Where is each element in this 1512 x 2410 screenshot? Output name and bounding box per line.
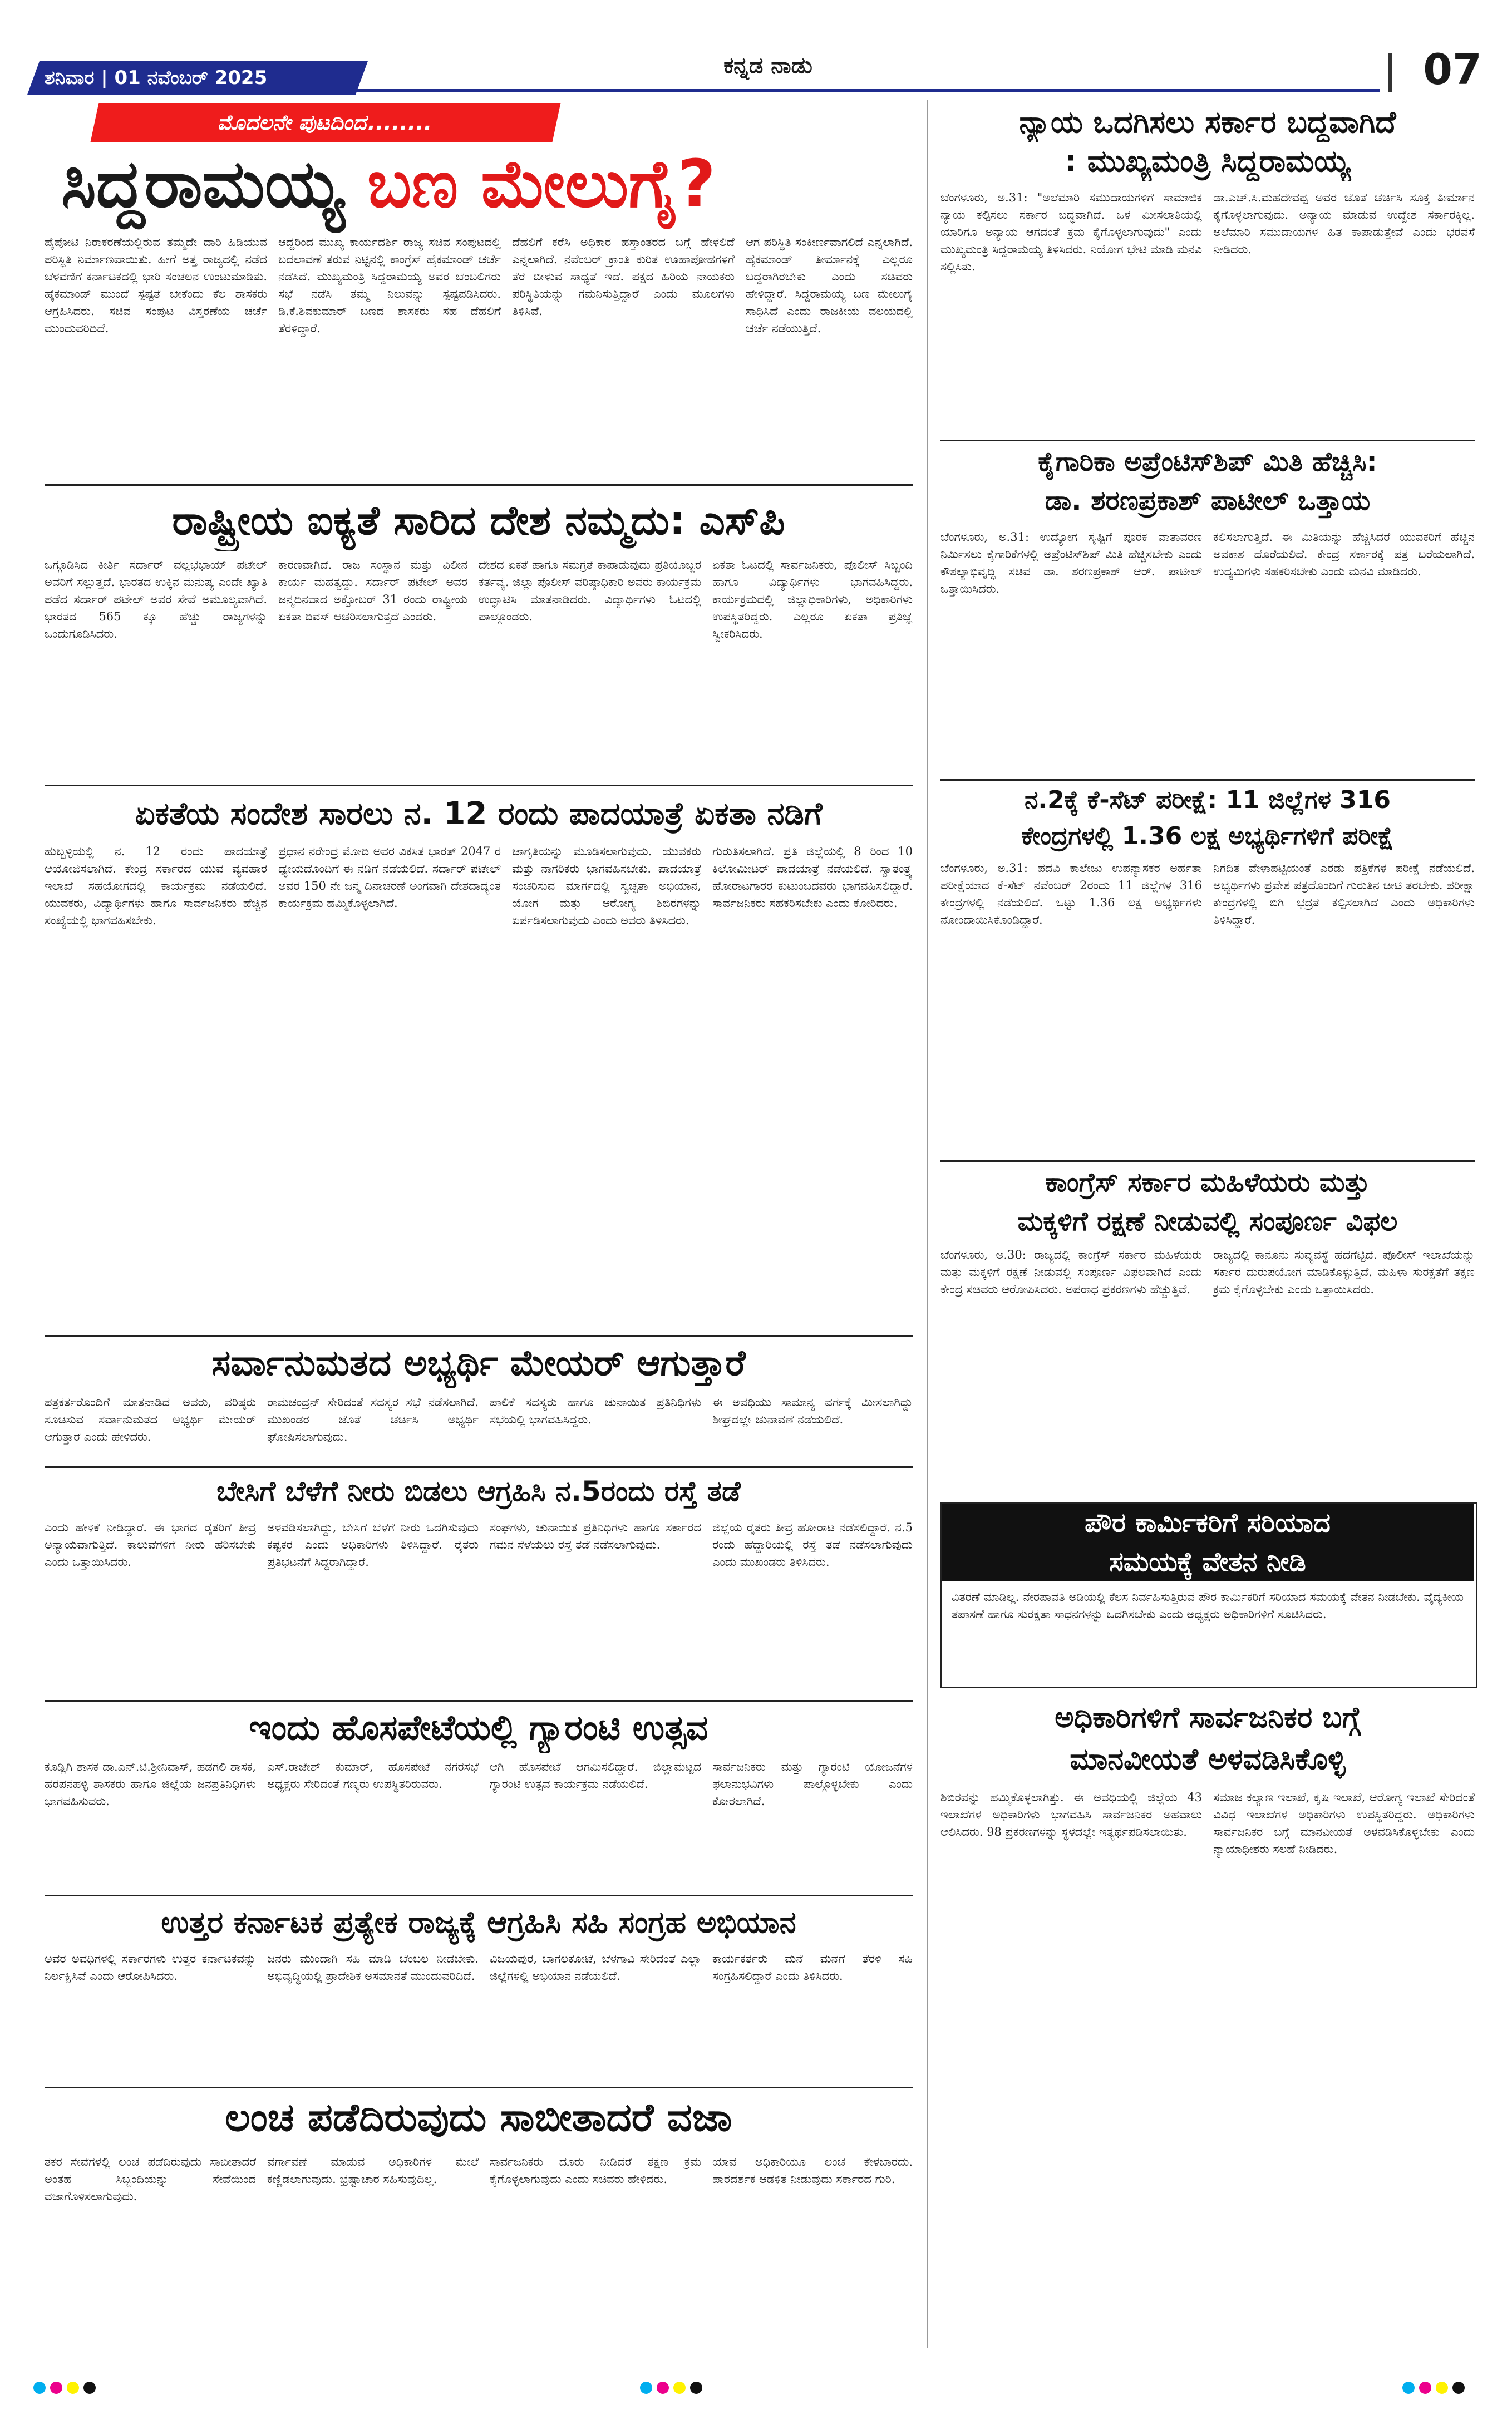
congress-headline-line1: ಕಾಂಗ್ರೆಸ್ ಸರ್ಕಾರ ಮಹಿಳೆಯರು ಮತ್ತು	[1045, 1167, 1370, 1198]
march-column-4: ಗುರುತಿಸಲಾಗಿದೆ. ಪ್ರತಿ ಜಿಲ್ಲೆಯಲ್ಲಿ 8 ರಿಂದ 10 ಕಿಲೋಮೀಟರ್ ಪಾದಯಾತ್ರೆ ನಡೆಯಲಿದೆ. ಸ್ವಾತಂತ್ರ್ಯ ಹೋರಾಟಗಾರರ ಕುಟುಂಬದವರು ಭಾಗವಹಿಸಲಿದ್ದಾರೆ. ಸಾರ್ವಜನಿಕರು ಸಹಕರಿಸಬೇಕು ಎಂದು ಕೋರಿದರು.	[712, 845, 913, 910]
bribe-column-2: ವರ್ಗಾವಣೆ ಮಾಡುವ ಅಧಿಕಾರಿಗಳ ಮೇಲೆ ಕಣ್ಣಿಡಲಾಗುವುದು. ಭ್ರಷ್ಟಾಚಾರ ಸಹಿಸುವುದಿಲ್ಲ.	[267, 2155, 479, 2186]
justice-column-1: ಬೆಂಗಳೂರು, ಅ.31: "ಅಲೆಮಾರಿ ಸಮುದಾಯಗಳಿಗೆ ಸಾಮಾಜಿಕ ನ್ಯಾಯ ಕಲ್ಪಿಸಲು ಸರ್ಕಾರ ಬದ್ಧವಾಗಿದೆ. ಒಳ ಮೀಸಲಾತಿಯಲ್ಲಿ ಯಾರಿಗೂ ಅನ್ಯಾಯ ಆಗದಂತೆ ಕ್ರಮ ಕೈಗೊಳ್ಳಲಾಗುವುದು" ಎಂದು ಮುಖ್ಯಮಂತ್ರಿ ಸಿದ್ದರಾಮಯ್ಯ ತಿಳಿಸಿದರು. ನಿಯೋಗ ಭೇಟಿ ಮಾಡಿ ಮನವಿ ಸಲ್ಲಿಸಿತು.	[940, 191, 1202, 273]
registration-marks-center	[640, 2382, 807, 2398]
registration-marks-right	[1402, 2382, 1503, 2398]
bribe-column-3: ಸಾರ್ವಜನಿಕರು ದೂರು ನೀಡಿದರೆ ತಕ್ಷಣ ಕ್ರಮ ಕೈಗೊಳ್ಳಲಾಗುವುದು ಎಂದು ಸಚಿವರು ಹೇಳಿದರು.	[490, 2155, 701, 2186]
registration-marks-left	[33, 2382, 200, 2398]
bribe-headline: ಲಂಚ ಪಡೆದಿರುವುದು ಸಾಬೀತಾದರೆ ವಜಾ	[225, 2094, 732, 2140]
water-column-1: ಎಂದು ಹೇಳಿಕೆ ನೀಡಿದ್ದಾರೆ. ಈ ಭಾಗದ ರೈತರಿಗೆ ತೀವ್ರ ಅನ್ಯಾಯವಾಗುತ್ತಿದೆ. ಕಾಲುವೆಗಳಿಗೆ ನೀರು ಹರಿಸಬೇಕು ಎಂದು ಒತ್ತಾಯಿಸಿದರು.	[45, 1521, 256, 1569]
unity-column-3: ದೇಶದ ಏಕತೆ ಹಾಗೂ ಸಮಗ್ರತೆ ಕಾಪಾಡುವುದು ಪ್ರತಿಯೊಬ್ಬರ ಕರ್ತವ್ಯ. ಜಿಲ್ಲಾ ಪೊಲೀಸ್ ವರಿಷ್ಠಾಧಿಕಾರಿ ಅವರು ಕಾರ್ಯಕ್ರಮ ಉದ್ಘಾಟಿಸಿ ಮಾತನಾಡಿದರು. ವಿದ್ಯಾರ್ಥಿಗಳು ಓಟದಲ್ಲಿ ಪಾಲ್ಗೊಂಡರು.	[479, 558, 701, 623]
section-rule	[45, 2087, 913, 2088]
congress-headline-line2: ಮಕ್ಕಳಿಗೆ ರಕ್ಷಣೆ ನೀಡುವಲ್ಲಿ ಸಂಪೂರ್ಣ ವಿಫಲ	[1017, 1206, 1398, 1237]
lead-column-3: ದೆಹಲಿಗೆ ಕರೆಸಿ ಅಧಿಕಾರ ಹಸ್ತಾಂತರದ ಬಗ್ಗೆ ಹೇಳಲಿದೆ ಎನ್ನಲಾಗಿದೆ. ನವೆಂಬರ್ ಕ್ರಾಂತಿ ಕುರಿತ ಊಹಾಪೋಹಗಳಿಗೆ ತೆರೆ ಬೀಳುವ ಸಾಧ್ಯತೆ ಇದೆ. ಪಕ್ಷದ ಹಿರಿಯ ನಾಯಕರು ಪರಿಸ್ಥಿತಿಯನ್ನು ಗಮನಿಸುತ್ತಿದ್ದಾರೆ ಎಂದು ಮೂಲಗಳು ತಿಳಿಸಿವೆ.	[512, 235, 735, 318]
apprentice-column-1: ಬೆಂಗಳೂರು, ಅ.31: ಉದ್ಯೋಗ ಸೃಷ್ಟಿಗೆ ಪೂರಕ ವಾತಾವರಣ ನಿರ್ಮಿಸಲು ಕೈಗಾರಿಕೆಗಳಲ್ಲಿ ಅಪ್ರೆಂಟಿಸ್‌ಶಿಪ್ ಮಿತಿ ಹೆಚ್ಚಿಸಬೇಕು ಎಂದು ಕೌಶಲ್ಯಾಭಿವೃದ್ಧಿ ಸಚಿವ ಡಾ. ಶರಣಪ್ರಕಾಶ್ ಆರ್. ಪಾಟೀಲ್ ಒತ್ತಾಯಿಸಿದರು.	[940, 530, 1202, 595]
north-column-2: ಜನರು ಮುಂದಾಗಿ ಸಹಿ ಮಾಡಿ ಬೆಂಬಲ ನೀಡಬೇಕು. ಅಭಿವೃದ್ಧಿಯಲ್ಲಿ ಪ್ರಾದೇಶಿಕ ಅಸಮಾನತೆ ಮುಂದುವರಿದಿದೆ.	[267, 1952, 479, 1983]
guarantee-column-3: ಆಗಿ ಹೊಸಪೇಟೆ ಆಗಮಿಸಲಿದ್ದಾರೆ. ಜಿಲ್ಲಾಮಟ್ಟದ ಗ್ಯಾರಂಟಿ ಉತ್ಸವ ಕಾರ್ಯಕ್ರಮ ನಡೆಯಲಿದೆ.	[490, 1760, 701, 1791]
section-rule	[45, 1895, 913, 1896]
lead-headline	[61, 142, 907, 225]
guarantee-column-2: ಎಸ್.ರಾಜೇಶ್ ಕುಮಾರ್, ಹೊಸಪೇಟೆ ನಗರಸಭೆ ಅಧ್ಯಕ್ಷರು ಸೇರಿದಂತೆ ಗಣ್ಯರು ಉಪಸ್ಥಿತರಿರುವರು.	[267, 1760, 479, 1791]
section-rule	[940, 440, 1475, 441]
north-column-4: ಕಾರ್ಯಕರ್ತರು ಮನೆ ಮನೆಗೆ ತೆರಳಿ ಸಹಿ ಸಂಗ್ರಹಿಸಲಿದ್ದಾರೆ ಎಂದು ತಿಳಿಸಿದರು.	[712, 1952, 913, 1983]
justice-headline-line1: ನ್ಯಾಯ ಒದಗಿಸಲು ಸರ್ಕಾರ ಬದ್ಧವಾಗಿದೆ	[1019, 105, 1396, 140]
section-rule	[45, 1335, 913, 1337]
apprentice-column-2: ಕಲಿಸಲಾಗುತ್ತಿದೆ. ಈ ಮಿತಿಯನ್ನು ಹೆಚ್ಚಿಸಿದರೆ ಯುವಕರಿಗೆ ಹೆಚ್ಚಿನ ಅವಕಾಶ ದೊರೆಯಲಿದೆ. ಕೇಂದ್ರ ಸರ್ಕಾರಕ್ಕೆ ಪತ್ರ ಬರೆಯಲಾಗಿದೆ. ಉದ್ಯಮಿಗಳು ಸಹಕರಿಸಬೇಕು ಎಂದು ಮನವಿ ಮಾಡಿದರು.	[1213, 530, 1475, 578]
kset-headline-line1: ನ.2ಕ್ಕೆ ಕೆ-ಸೆಟ್ ಪರೀಕ್ಷೆ: 11 ಜಿಲ್ಲೆಗಳ 316	[1024, 786, 1391, 814]
humane-column-1: ಶಿಬಿರವನ್ನು ಹಮ್ಮಿಕೊಳ್ಳಲಾಗಿತ್ತು. ಈ ಅವಧಿಯಲ್ಲಿ ಜಿಲ್ಲೆಯ 43 ಇಲಾಖೆಗಳ ಅಧಿಕಾರಿಗಳು ಭಾಗವಹಿಸಿ ಸಾರ್ವಜನಿಕರ ಅಹವಾಲು ಆಲಿಸಿದರು. 98 ಪ್ರಕರಣಗಳನ್ನು ಸ್ಥಳದಲ್ಲೇ ಇತ್ಯರ್ಥಪಡಿಸಲಾಯಿತು.	[940, 1791, 1202, 1839]
north-headline: ಉತ್ತರ ಕರ್ನಾಟಕ ಪ್ರತ್ಯೇಕ ರಾಜ್ಯಕ್ಕೆ ಆಗ್ರಹಿಸಿ ಸಹಿ ಸಂಗ್ರಹ ಅಭಿಯಾನ	[161, 1905, 796, 1940]
lead-column-4: ಆಗ ಪರಿಸ್ಥಿತಿ ಸಂಕೀರ್ಣವಾಗಲಿದೆ ಎನ್ನಲಾಗಿದೆ. ಹೈಕಮಾಂಡ್ ತೀರ್ಮಾನಕ್ಕೆ ಎಲ್ಲರೂ ಬದ್ಧರಾಗಿರಬೇಕು ಎಂದು ಸಚಿವರು ಹೇಳಿದ್ದಾರೆ. ಸಿದ್ದರಾಮಯ್ಯ ಬಣ ಮೇಲುಗೈ ಸಾಧಿಸಿದೆ ಎಂದು ರಾಜಕೀಯ ವಲಯದಲ್ಲಿ ಚರ್ಚೆ ನಡೆಯುತ್ತಿದೆ.	[746, 235, 913, 335]
unity-column-4: ಏಕತಾ ಓಟದಲ್ಲಿ ಸಾರ್ವಜನಿಕರು, ಪೊಲೀಸ್ ಸಿಬ್ಬಂದಿ ಹಾಗೂ ವಿದ್ಯಾರ್ಥಿಗಳು ಭಾಗವಹಿಸಿದ್ದರು. ಕಾರ್ಯಕ್ರಮದಲ್ಲಿ ಜಿಲ್ಲಾಧಿಕಾರಿಗಳು, ಅಧಿಕಾರಿಗಳು ಉಪಸ್ಥಿತರಿದ್ದರು. ಎಲ್ಲರೂ ಏಕತಾ ಪ್ರತಿಜ್ಞೆ ಸ್ವೀಕರಿಸಿದರು.	[712, 558, 913, 640]
issue-date: ಶನಿವಾರ | 01 ನವೆಂಬರ್ 2025	[45, 67, 268, 89]
section-rule	[940, 1160, 1475, 1162]
sanitation-body: ವಿತರಣೆ ಮಾಡಿಲ್ಲ. ನೇರಪಾವತಿ ಅಡಿಯಲ್ಲಿ ಕೆಲಸ ನಿರ್ವಹಿಸುತ್ತಿರುವ ಪೌರ ಕಾರ್ಮಿಕರಿಗೆ ಸರಿಯಾದ ಸಮಯಕ್ಕೆ ವೇತನ ನೀಡಬೇಕು. ವೈದ್ಯಕೀಯ ತಪಾಸಣೆ ಹಾಗೂ ಸುರಕ್ಷತಾ ಸಾಧನಗಳನ್ನು ಒದಗಿಸಬೇಕು ಎಂದು ಅಧ್ಯಕ್ಷರು ಅಧಿಕಾರಿಗಳಿಗೆ ಸೂಚಿಸಿದರು.	[952, 1590, 1464, 1621]
north-column-3: ವಿಜಯಪುರ, ಬಾಗಲಕೋಟೆ, ಬೆಳಗಾವಿ ಸೇರಿದಂತೆ ಎಲ್ಲಾ ಜಿಲ್ಲೆಗಳಲ್ಲಿ ಅಭಿಯಾನ ನಡೆಯಲಿದೆ.	[490, 1952, 701, 1983]
page-number-divider	[1388, 53, 1392, 92]
humane-headline-line1: ಅಧಿಕಾರಿಗಳಿಗೆ ಸಾರ್ವಜನಿಕರ ಬಗ್ಗೆ	[1055, 1701, 1361, 1734]
lead-column-2: ಆದ್ದರಿಂದ ಮುಖ್ಯ ಕಾರ್ಯದರ್ಶಿ ರಾಜ್ಯ ಸಚಿವ ಸಂಪುಟದಲ್ಲಿ ಬದಲಾವಣೆ ತರುವ ನಿಟ್ಟಿನಲ್ಲಿ ಕಾಂಗ್ರೆಸ್ ಹೈಕಮಾಂಡ್ ಚರ್ಚೆ ನಡೆಸಿದೆ. ಮುಖ್ಯಮಂತ್ರಿ ಸಿದ್ದರಾಮಯ್ಯ ಅವರ ಬೆಂಬಲಿಗರು ಸಭೆ ನಡೆಸಿ ತಮ್ಮ ನಿಲುವನ್ನು ಸ್ಪಷ್ಟಪಡಿಸಿದರು. ಡಿ.ಕೆ.ಶಿವಕುಮಾರ್ ಬಣದ ಶಾಸಕರು ಸಹ ದೆಹಲಿಗೆ ತೆರಳಿದ್ದಾರೆ.	[278, 235, 501, 335]
lead-headline-part2: ಬಣ ಮೇಲುಗೈ?	[367, 145, 716, 222]
humane-column-2: ಸಮಾಜ ಕಲ್ಯಾಣ ಇಲಾಖೆ, ಕೃಷಿ ಇಲಾಖೆ, ಆರೋಗ್ಯ ಇಲಾಖೆ ಸೇರಿದಂತೆ ವಿವಿಧ ಇಲಾಖೆಗಳ ಅಧಿಕಾರಿಗಳು ಉಪಸ್ಥಿತರಿದ್ದರು. ಅಧಿಕಾರಿಗಳು ಸಾರ್ವಜನಿಕರ ಬಗ್ಗೆ ಮಾನವೀಯತೆ ಅಳವಡಿಸಿಕೊಳ್ಳಬೇಕು ಎಂದು ನ್ಯಾಯಾಧೀಶರು ಸಲಹೆ ನೀಡಿದರು.	[1213, 1791, 1475, 1856]
humane-headline-line2: ಮಾನವೀಯತೆ ಅಳವಡಿಸಿಕೊಳ್ಳಿ	[1070, 1743, 1346, 1776]
mayor-column-2: ರಾಮಚಂದ್ರನ್ ಸೇರಿದಂತೆ ಸದಸ್ಯರ ಸಭೆ ನಡೆಸಲಾಗಿದೆ. ಮುಖಂಡರ ಜೊತೆ ಚರ್ಚಿಸಿ ಅಭ್ಯರ್ಥಿ ಘೋಷಿಸಲಾಗುವುದು.	[267, 1396, 479, 1443]
water-column-4: ಜಿಲ್ಲೆಯ ರೈತರು ತೀವ್ರ ಹೋರಾಟ ನಡೆಸಲಿದ್ದಾರೆ. ನ.5 ರಂದು ಹೆದ್ದಾರಿಯಲ್ಲಿ ರಸ್ತೆ ತಡೆ ನಡೆಸಲಾಗುವುದು ಎಂದು ಮುಖಂಡರು ತಿಳಿಸಿದರು.	[712, 1521, 913, 1569]
apprentice-headline-line1: ಕೈಗಾರಿಕಾ ಅಪ್ರೆಂಟಿಸ್‌ಶಿಪ್ ಮಿತಿ ಹೆಚ್ಚಿಸಿ:	[1038, 446, 1377, 477]
march-column-2: ಪ್ರಧಾನ ನರೇಂದ್ರ ಮೋದಿ ಅವರ ವಿಕಸಿತ ಭಾರತ್ 2047 ರ ಧ್ಯೇಯದೊಂದಿಗೆ ಈ ನಡಿಗೆ ನಡೆಯಲಿದೆ. ಸರ್ದಾರ್ ಪಟೇಲ್ ಅವರ 150 ನೇ ಜನ್ಮ ದಿನಾಚರಣೆ ಅಂಗವಾಗಿ ದೇಶದಾದ್ಯಂತ ಕಾರ್ಯಕ್ರಮ ಹಮ್ಮಿಕೊಳ್ಳಲಾಗಿದೆ.	[278, 845, 501, 910]
mayor-headline: ಸರ್ವಾನುಮತದ ಅಭ್ಯರ್ಥಿ ಮೇಯರ್ ಆಗುತ್ತಾರೆ	[211, 1343, 746, 1384]
guarantee-headline: ಇಂದು ಹೊಸಪೇಟೆಯಲ್ಲಿ ಗ್ಯಾರಂಟಿ ಉತ್ಸವ	[249, 1707, 708, 1748]
water-column-3: ಸಂಘಗಳು, ಚುನಾಯಿತ ಪ್ರತಿನಿಧಿಗಳು ಹಾಗೂ ಸರ್ಕಾರದ ಗಮನ ಸೆಳೆಯಲು ರಸ್ತೆ ತಡೆ ನಡೆಸಲಾಗುವುದು.	[490, 1521, 701, 1551]
mayor-column-1: ಪತ್ರಕರ್ತರೊಂದಿಗೆ ಮಾತನಾಡಿದ ಅವರು, ವರಿಷ್ಠರು ಸೂಚಿಸುವ ಸರ್ವಾನುಮತದ ಅಭ್ಯರ್ಥಿ ಮೇಯರ್ ಆಗುತ್ತಾರೆ ಎಂದು ಹೇಳಿದರು.	[45, 1396, 256, 1443]
justice-headline-line2: : ಮುಖ್ಯಮಂತ್ರಿ ಸಿದ್ದರಾಮಯ್ಯ	[1065, 144, 1351, 179]
unity-column-1: ಒಗ್ಗೂಡಿಸಿದ ಕೀರ್ತಿ ಸರ್ದಾರ್ ವಲ್ಲಭಭಾಯ್ ಪಟೇಲ್ ಅವರಿಗೆ ಸಲ್ಲುತ್ತದೆ. ಭಾರತದ ಉಕ್ಕಿನ ಮನುಷ್ಯ ಎಂದೇ ಖ್ಯಾತಿ ಪಡೆದ ಸರ್ದಾರ್ ಪಟೇಲ್ ಅವರ ಸೇವೆ ಅಮೂಲ್ಯವಾಗಿದೆ. ಭಾರತದ 565 ಕ್ಕೂ ಹೆಚ್ಚು ರಾಜ್ಯಗಳನ್ನು ಒಂದುಗೂಡಿಸಿದರು.	[45, 558, 267, 640]
section-rule	[45, 785, 913, 786]
water-column-2: ಅಳವಡಿಸಲಾಗಿದ್ದು, ಬೇಸಿಗೆ ಬೆಳೆಗೆ ನೀರು ಒದಗಿಸುವುದು ಕಷ್ಟಕರ ಎಂದು ಅಧಿಕಾರಿಗಳು ತಿಳಿಸಿದ್ದಾರೆ. ರೈತರು ಪ್ರತಿಭಟನೆಗೆ ಸಿದ್ಧರಾಗಿದ್ದಾರೆ.	[267, 1521, 479, 1569]
lead-kicker: ಮೊದಲನೇ ಪುಟದಿಂದ........	[91, 103, 561, 142]
guarantee-column-4: ಸಾರ್ವಜನಿಕರು ಮತ್ತು ಗ್ಯಾರಂಟಿ ಯೋಜನೆಗಳ ಫಲಾನುಭವಿಗಳು ಪಾಲ್ಗೊಳ್ಳಬೇಕು ಎಂದು ಕೋರಲಾಗಿದೆ.	[712, 1760, 913, 1808]
lead-headline-part1: ಸಿದ್ದರಾಮಯ್ಯ	[61, 145, 344, 222]
page-number: 07	[1423, 45, 1482, 94]
unity-column-2: ಕಾರಣವಾಗಿದೆ. ರಾಜ ಸಂಸ್ಥಾನ ಮತ್ತು ವಿಲೀನ ಕಾರ್ಯ ಮಹತ್ವದ್ದು. ಸರ್ದಾರ್ ಪಟೇಲ್ ಅವರ ಜನ್ಮದಿನವಾದ ಅಕ್ಟೋಬರ್ 31 ರಂದು ರಾಷ್ಟ್ರೀಯ ಏಕತಾ ದಿವಸ್ ಆಚರಿಸಲಾಗುತ್ತದೆ ಎಂದರು.	[278, 558, 467, 623]
bribe-column-4: ಯಾವ ಅಧಿಕಾರಿಯೂ ಲಂಚ ಕೇಳಬಾರದು. ಪಾರದರ್ಶಕ ಆಡಳಿತ ನೀಡುವುದು ಸರ್ಕಾರದ ಗುರಿ.	[712, 2155, 913, 2186]
march-column-3: ಜಾಗೃತಿಯನ್ನು ಮೂಡಿಸಲಾಗುವುದು. ಯುವಕರು ಮತ್ತು ನಾಗರಿಕರು ಭಾಗವಹಿಸಬೇಕು. ಪಾದಯಾತ್ರೆ ಸಂಚರಿಸುವ ಮಾರ್ಗದಲ್ಲಿ ಸ್ವಚ್ಛತಾ ಅಭಿಯಾನ, ಯೋಗ ಮತ್ತು ಆರೋಗ್ಯ ಶಿಬಿರಗಳನ್ನು ಏರ್ಪಡಿಸಲಾಗುವುದು ಎಂದು ಅವರು ತಿಳಿಸಿದರು.	[512, 845, 701, 927]
kset-headline-line2: ಕೇಂದ್ರಗಳಲ್ಲಿ 1.36 ಲಕ್ಷ ಅಭ್ಯರ್ಥಿಗಳಿಗೆ ಪರೀಕ್ಷೆ	[1021, 822, 1394, 850]
unity-headline: ರಾಷ್ಟ್ರೀಯ ಐಕ್ಯತೆ ಸಾರಿದ ದೇಶ ನಮ್ಮದು: ಎಸ್‌ಪಿ	[172, 497, 785, 544]
apprentice-headline-line2: ಡಾ. ಶರಣಪ್ರಕಾಶ್ ಪಾಟೀಲ್ ಒತ್ತಾಯ	[1045, 485, 1371, 516]
column-divider	[927, 100, 928, 2348]
congress-column-1: ಬೆಂಗಳೂರು, ಅ.30: ರಾಜ್ಯದಲ್ಲಿ ಕಾಂಗ್ರೆಸ್ ಸರ್ಕಾರ ಮಹಿಳೆಯರು ಮತ್ತು ಮಕ್ಕಳಿಗೆ ರಕ್ಷಣೆ ನೀಡುವಲ್ಲಿ ಸಂಪೂರ್ಣ ವಿಫಲವಾಗಿದೆ ಎಂದು ಕೇಂದ್ರ ಸಚಿವರು ಆರೋಪಿಸಿದರು. ಅಪರಾಧ ಪ್ರಕರಣಗಳು ಹೆಚ್ಚುತ್ತಿವೆ.	[940, 1248, 1202, 1296]
north-column-1: ಅವರ ಅವಧಿಗಳಲ್ಲಿ ಸರ್ಕಾರಗಳು ಉತ್ತರ ಕರ್ನಾಟಕವನ್ನು ನಿರ್ಲಕ್ಷಿಸಿವೆ ಎಂದು ಆರೋಪಿಸಿದರು.	[45, 1952, 256, 1983]
section-rule	[45, 1700, 913, 1702]
kset-column-2: ನಿಗದಿತ ವೇಳಾಪಟ್ಟಿಯಂತೆ ಎರಡು ಪತ್ರಿಕೆಗಳ ಪರೀಕ್ಷೆ ನಡೆಯಲಿದೆ. ಅಭ್ಯರ್ಥಿಗಳು ಪ್ರವೇಶ ಪತ್ರದೊಂದಿಗೆ ಗುರುತಿನ ಚೀಟಿ ತರಬೇಕು. ಪರೀಕ್ಷಾ ಕೇಂದ್ರಗಳಲ್ಲಿ ಬಿಗಿ ಭದ್ರತೆ ಕಲ್ಪಿಸಲಾಗಿದೆ ಎಂದು ಅಧಿಕಾರಿಗಳು ತಿಳಿಸಿದ್ದಾರೆ.	[1213, 861, 1475, 926]
sanitation-headline-line2: ಸಮಯಕ್ಕೆ ವೇತನ ನೀಡಿ	[942, 1542, 1474, 1581]
march-headline: ಏಕತೆಯ ಸಂದೇಶ ಸಾರಲು ನ. 12 ರಂದು ಪಾದಯಾತ್ರೆ ಏಕತಾ ನಡಿಗೆ	[135, 796, 823, 832]
header-rule	[356, 89, 1380, 92]
section-rule	[45, 1466, 913, 1468]
section-rule	[940, 779, 1475, 781]
bribe-column-1: ತಕರ ಸೇವೆಗಳಲ್ಲಿ ಲಂಚ ಪಡೆದಿರುವುದು ಸಾಬೀತಾದರೆ ಅಂತಹ ಸಿಬ್ಬಂದಿಯನ್ನು ಸೇವೆಯಿಂದ ವಜಾಗೊಳಿಸಲಾಗುವುದು.	[45, 2155, 256, 2203]
justice-column-2: ಡಾ.ಎಚ್.ಸಿ.ಮಹದೇವಪ್ಪ ಅವರ ಜೊತೆ ಚರ್ಚಿಸಿ ಸೂಕ್ತ ತೀರ್ಮಾನ ಕೈಗೊಳ್ಳಲಾಗುವುದು. ಅನ್ಯಾಯ ಮಾಡುವ ಉದ್ದೇಶ ಸರ್ಕಾರಕ್ಕಿಲ್ಲ. ಅಲೆಮಾರಿ ಸಮುದಾಯಗಳ ಹಿತ ಕಾಪಾಡುತ್ತೇವೆ ಎಂದು ಭರವಸೆ ನೀಡಿದರು.	[1213, 191, 1475, 256]
mayor-column-3: ಪಾಲಿಕೆ ಸದಸ್ಯರು ಹಾಗೂ ಚುನಾಯಿತ ಪ್ರತಿನಿಧಿಗಳು ಸಭೆಯಲ್ಲಿ ಭಾಗವಹಿಸಿದ್ದರು.	[490, 1396, 701, 1426]
march-column-1: ಹುಬ್ಬಳ್ಳಿಯಲ್ಲಿ ನ. 12 ರಂದು ಪಾದಯಾತ್ರೆ ಆಯೋಜಿಸಲಾಗಿದೆ. ಕೇಂದ್ರ ಸರ್ಕಾರದ ಯುವ ವ್ಯವಹಾರ ಇಲಾಖೆ ಸಹಯೋಗದಲ್ಲಿ ಕಾರ್ಯಕ್ರಮ ನಡೆಯಲಿದೆ. ಯುವಕರು, ವಿದ್ಯಾರ್ಥಿಗಳು ಹಾಗೂ ಸಾರ್ವಜನಿಕರು ಹೆಚ್ಚಿನ ಸಂಖ್ಯೆಯಲ್ಲಿ ಭಾಗವಹಿಸಬೇಕು.	[45, 845, 267, 927]
lead-column-1: ಪೈಪೋಟಿ ನಿರಾಕರಣೆಯಲ್ಲಿರುವ ತಮ್ಮದೇ ದಾರಿ ಹಿಡಿಯುವ ಪರಿಸ್ಥಿತಿ ನಿರ್ಮಾಣವಾಯಿತು. ಹೀಗೆ ಅತ್ತ ರಾಜ್ಯದಲ್ಲಿ ನಡೆದ ಬೆಳವಣಿಗೆ ಕರ್ನಾಟಕದಲ್ಲಿ ಭಾರಿ ಸಂಚಲನ ಉಂಟುಮಾಡಿತು. ಹೈಕಮಾಂಡ್ ಮುಂದೆ ಸ್ಪಷ್ಟತೆ ಬೇಕೆಂದು ಕೆಲ ಶಾಸಕರು ಆಗ್ರಹಿಸಿದರು. ಸಚಿವ ಸಂಪುಟ ವಿಸ್ತರಣೆಯ ಚರ್ಚೆ ಮುಂದುವರಿದಿದೆ.	[45, 235, 267, 335]
masthead: ಕನ್ನಡ ನಾಡು	[723, 53, 812, 78]
sanitation-headline-line1: ಪೌರ ಕಾರ್ಮಿಕರಿಗೆ ಸರಿಯಾದ	[942, 1504, 1474, 1542]
section-rule	[45, 484, 913, 486]
water-headline: ಬೇಸಿಗೆ ಬೆಳೆಗೆ ನೀರು ಬಿಡಲು ಆಗ್ರಹಿಸಿ ನ.5ರಂದು ರಸ್ತೆ ತಡೆ	[216, 1475, 741, 1507]
kset-column-1: ಬೆಂಗಳೂರು, ಅ.31: ಪದವಿ ಕಾಲೇಜು ಉಪನ್ಯಾಸಕರ ಅರ್ಹತಾ ಪರೀಕ್ಷೆಯಾದ ಕೆ-ಸೆಟ್ ನವೆಂಬರ್ 2ರಂದು 11 ಜಿಲ್ಲೆಗಳ 316 ಕೇಂದ್ರಗಳಲ್ಲಿ ನಡೆಯಲಿದೆ. ಒಟ್ಟು 1.36 ಲಕ್ಷ ಅಭ್ಯರ್ಥಿಗಳು ನೋಂದಾಯಿಸಿಕೊಂಡಿದ್ದಾರೆ.	[940, 861, 1202, 926]
guarantee-column-1: ಕೂಡ್ಲಿಗಿ ಶಾಸಕ ಡಾ.ಎನ್.ಟಿ.ಶ್ರೀನಿವಾಸ್, ಹಡಗಲಿ ಶಾಸಕ, ಹರಪನಹಳ್ಳಿ ಶಾಸಕರು ಹಾಗೂ ಜಿಲ್ಲೆಯ ಜನಪ್ರತಿನಿಧಿಗಳು ಭಾಗವಹಿಸುವರು.	[45, 1760, 256, 1808]
mayor-column-4: ಈ ಅವಧಿಯು ಸಾಮಾನ್ಯ ವರ್ಗಕ್ಕೆ ಮೀಸಲಾಗಿದ್ದು ಶೀಘ್ರದಲ್ಲೇ ಚುನಾವಣೆ ನಡೆಯಲಿದೆ.	[712, 1396, 913, 1426]
congress-column-2: ರಾಜ್ಯದಲ್ಲಿ ಕಾನೂನು ಸುವ್ಯವಸ್ಥೆ ಹದಗೆಟ್ಟಿದೆ. ಪೊಲೀಸ್ ಇಲಾಖೆಯನ್ನು ಸರ್ಕಾರ ದುರುಪಯೋಗ ಮಾಡಿಕೊಳ್ಳುತ್ತಿದೆ. ಮಹಿಳಾ ಸುರಕ್ಷತೆಗೆ ತಕ್ಷಣ ಕ್ರಮ ಕೈಗೊಳ್ಳಬೇಕು ಎಂದು ಒತ್ತಾಯಿಸಿದರು.	[1213, 1248, 1475, 1296]
